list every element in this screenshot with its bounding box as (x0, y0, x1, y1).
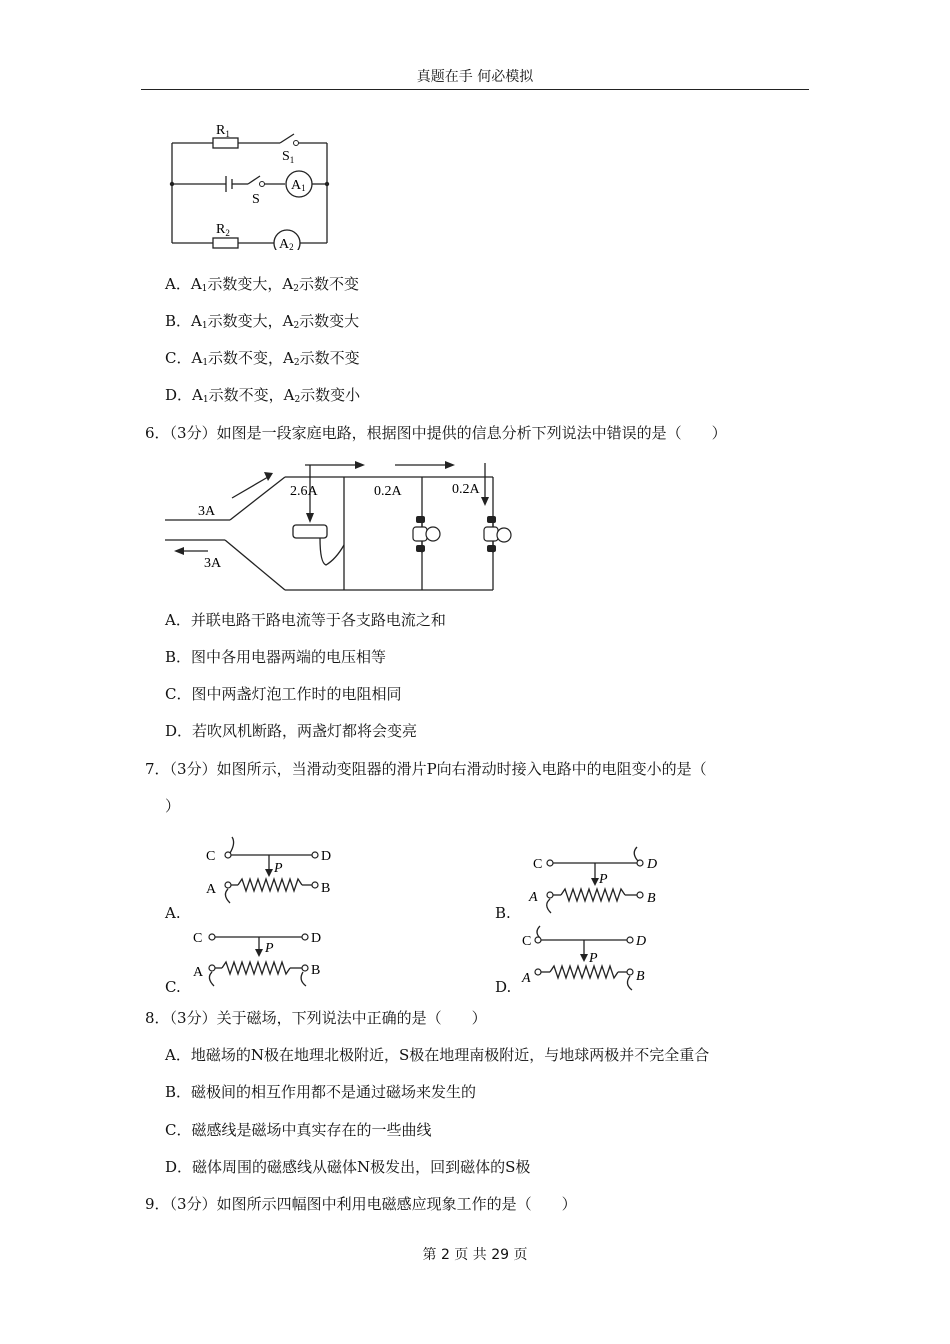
page-header: 真题在手 何必模拟 (416, 69, 534, 85)
terminal-c: C (533, 857, 543, 872)
in-current-label: 3A (198, 504, 216, 519)
q7-stem-end: ） (165, 797, 181, 815)
a2-sub: 2 (289, 242, 294, 250)
a1-label: A (291, 178, 302, 193)
q8-option-d: D．磁体周围的磁感线从磁体N极发出，回到磁体的S极 (165, 1158, 531, 1176)
r1-label: R (216, 123, 226, 138)
terminal-b: B (647, 891, 656, 906)
terminal-b: B (311, 963, 321, 978)
svg-text:R1 (216, 123, 230, 139)
q5-option-a: A．$A_1$示数变大，$A_2$示数不变 (165, 275, 359, 294)
fan-current-label: 2.6A (290, 484, 318, 499)
q9-stem: 9．（3分）如图所示四幅图中利用电磁感应现象工作的是（ ） (145, 1195, 577, 1213)
q5-option-b: B．$A_1$示数变大，$A_2$示数变大 (165, 312, 360, 331)
a2-label: A (279, 237, 290, 250)
q6-option-d: D．若吹风机断路，两盏灯都将会变亮 (165, 722, 418, 740)
svg-text:R2 (216, 222, 230, 238)
terminal-d: D (636, 934, 647, 949)
r2-sub: 2 (225, 228, 230, 238)
terminal-b: B (636, 969, 645, 984)
q7-label-d: D. (495, 978, 512, 996)
svg-text:A1 (291, 178, 306, 193)
q8-option-a: A．地磁场的N极在地理北极附近，S极在地理南极附近，与地球两极并不完全重合 (165, 1046, 710, 1064)
page-footer: 第 2 页 共 29 页 (422, 1247, 528, 1263)
s1-label: S (282, 149, 290, 164)
s-label: S (252, 192, 260, 207)
lamp2-current-label: 0.2A (452, 482, 480, 497)
slider-p: P (589, 951, 598, 966)
q5-option-c: C．$A_1$示数不变，$A_2$示数不变 (165, 349, 360, 368)
r2-label: R (216, 222, 226, 237)
terminal-b: B (321, 881, 331, 896)
rheostat-d (520, 922, 670, 992)
q6-option-c: C．图中两盏灯泡工作时的电阻相同 (165, 685, 402, 703)
a1-sub: 1 (301, 183, 306, 193)
out-current-label: 3A (204, 556, 222, 571)
terminal-a: A (206, 882, 217, 897)
household-circuit-figure-q6 (160, 455, 530, 597)
q8-stem: 8．（3分）关于磁场，下列说法中正确的是（ ） (145, 1009, 487, 1027)
header-rule (141, 89, 809, 90)
terminal-a: A (529, 890, 538, 905)
slider-p: P (599, 872, 608, 887)
terminal-d: D (321, 849, 332, 864)
terminal-c: C (522, 934, 532, 949)
q8-option-c: C．磁感线是磁场中真实存在的一些曲线 (165, 1121, 432, 1139)
rheostat-a (200, 835, 350, 910)
q6-option-a: A．并联电路干路电流等于各支路电流之和 (165, 611, 446, 629)
terminal-d: D (311, 931, 322, 946)
lamp1-current-label: 0.2A (374, 484, 402, 499)
terminal-a: A (522, 971, 531, 986)
slider-p: P (265, 941, 274, 956)
terminal-c: C (206, 849, 216, 864)
svg-text:A2 (279, 237, 294, 250)
q7-label-c: C. (165, 978, 181, 996)
q7-label-a: A. (165, 904, 181, 922)
circuit-figure-q5 (160, 115, 340, 250)
terminal-d: D (647, 857, 658, 872)
q7-stem: 7．（3分）如图所示，当滑动变阻器的滑片P向右滑动时接入电路中的电阻变小的是（ (145, 760, 707, 778)
q6-stem: 6．（3分）如图是一段家庭电路，根据图中提供的信息分析下列说法中错误的是（ ） (145, 424, 727, 442)
r1-sub: 1 (225, 129, 230, 139)
q7-label-b: B. (495, 904, 511, 922)
svg-text:S1 (282, 149, 294, 165)
terminal-c: C (193, 931, 203, 946)
rheostat-c (190, 922, 340, 992)
rheostat-b (525, 845, 675, 920)
terminal-a: A (193, 965, 204, 980)
q8-option-b: B．磁极间的相互作用都不是通过磁场来发生的 (165, 1083, 477, 1101)
q5-option-d: D．$A_1$示数不变，$A_2$示数变小 (165, 386, 361, 405)
s1-sub: 1 (289, 155, 295, 165)
slider-p: P (274, 861, 283, 876)
q6-option-b: B．图中各用电器两端的电压相等 (165, 648, 387, 666)
